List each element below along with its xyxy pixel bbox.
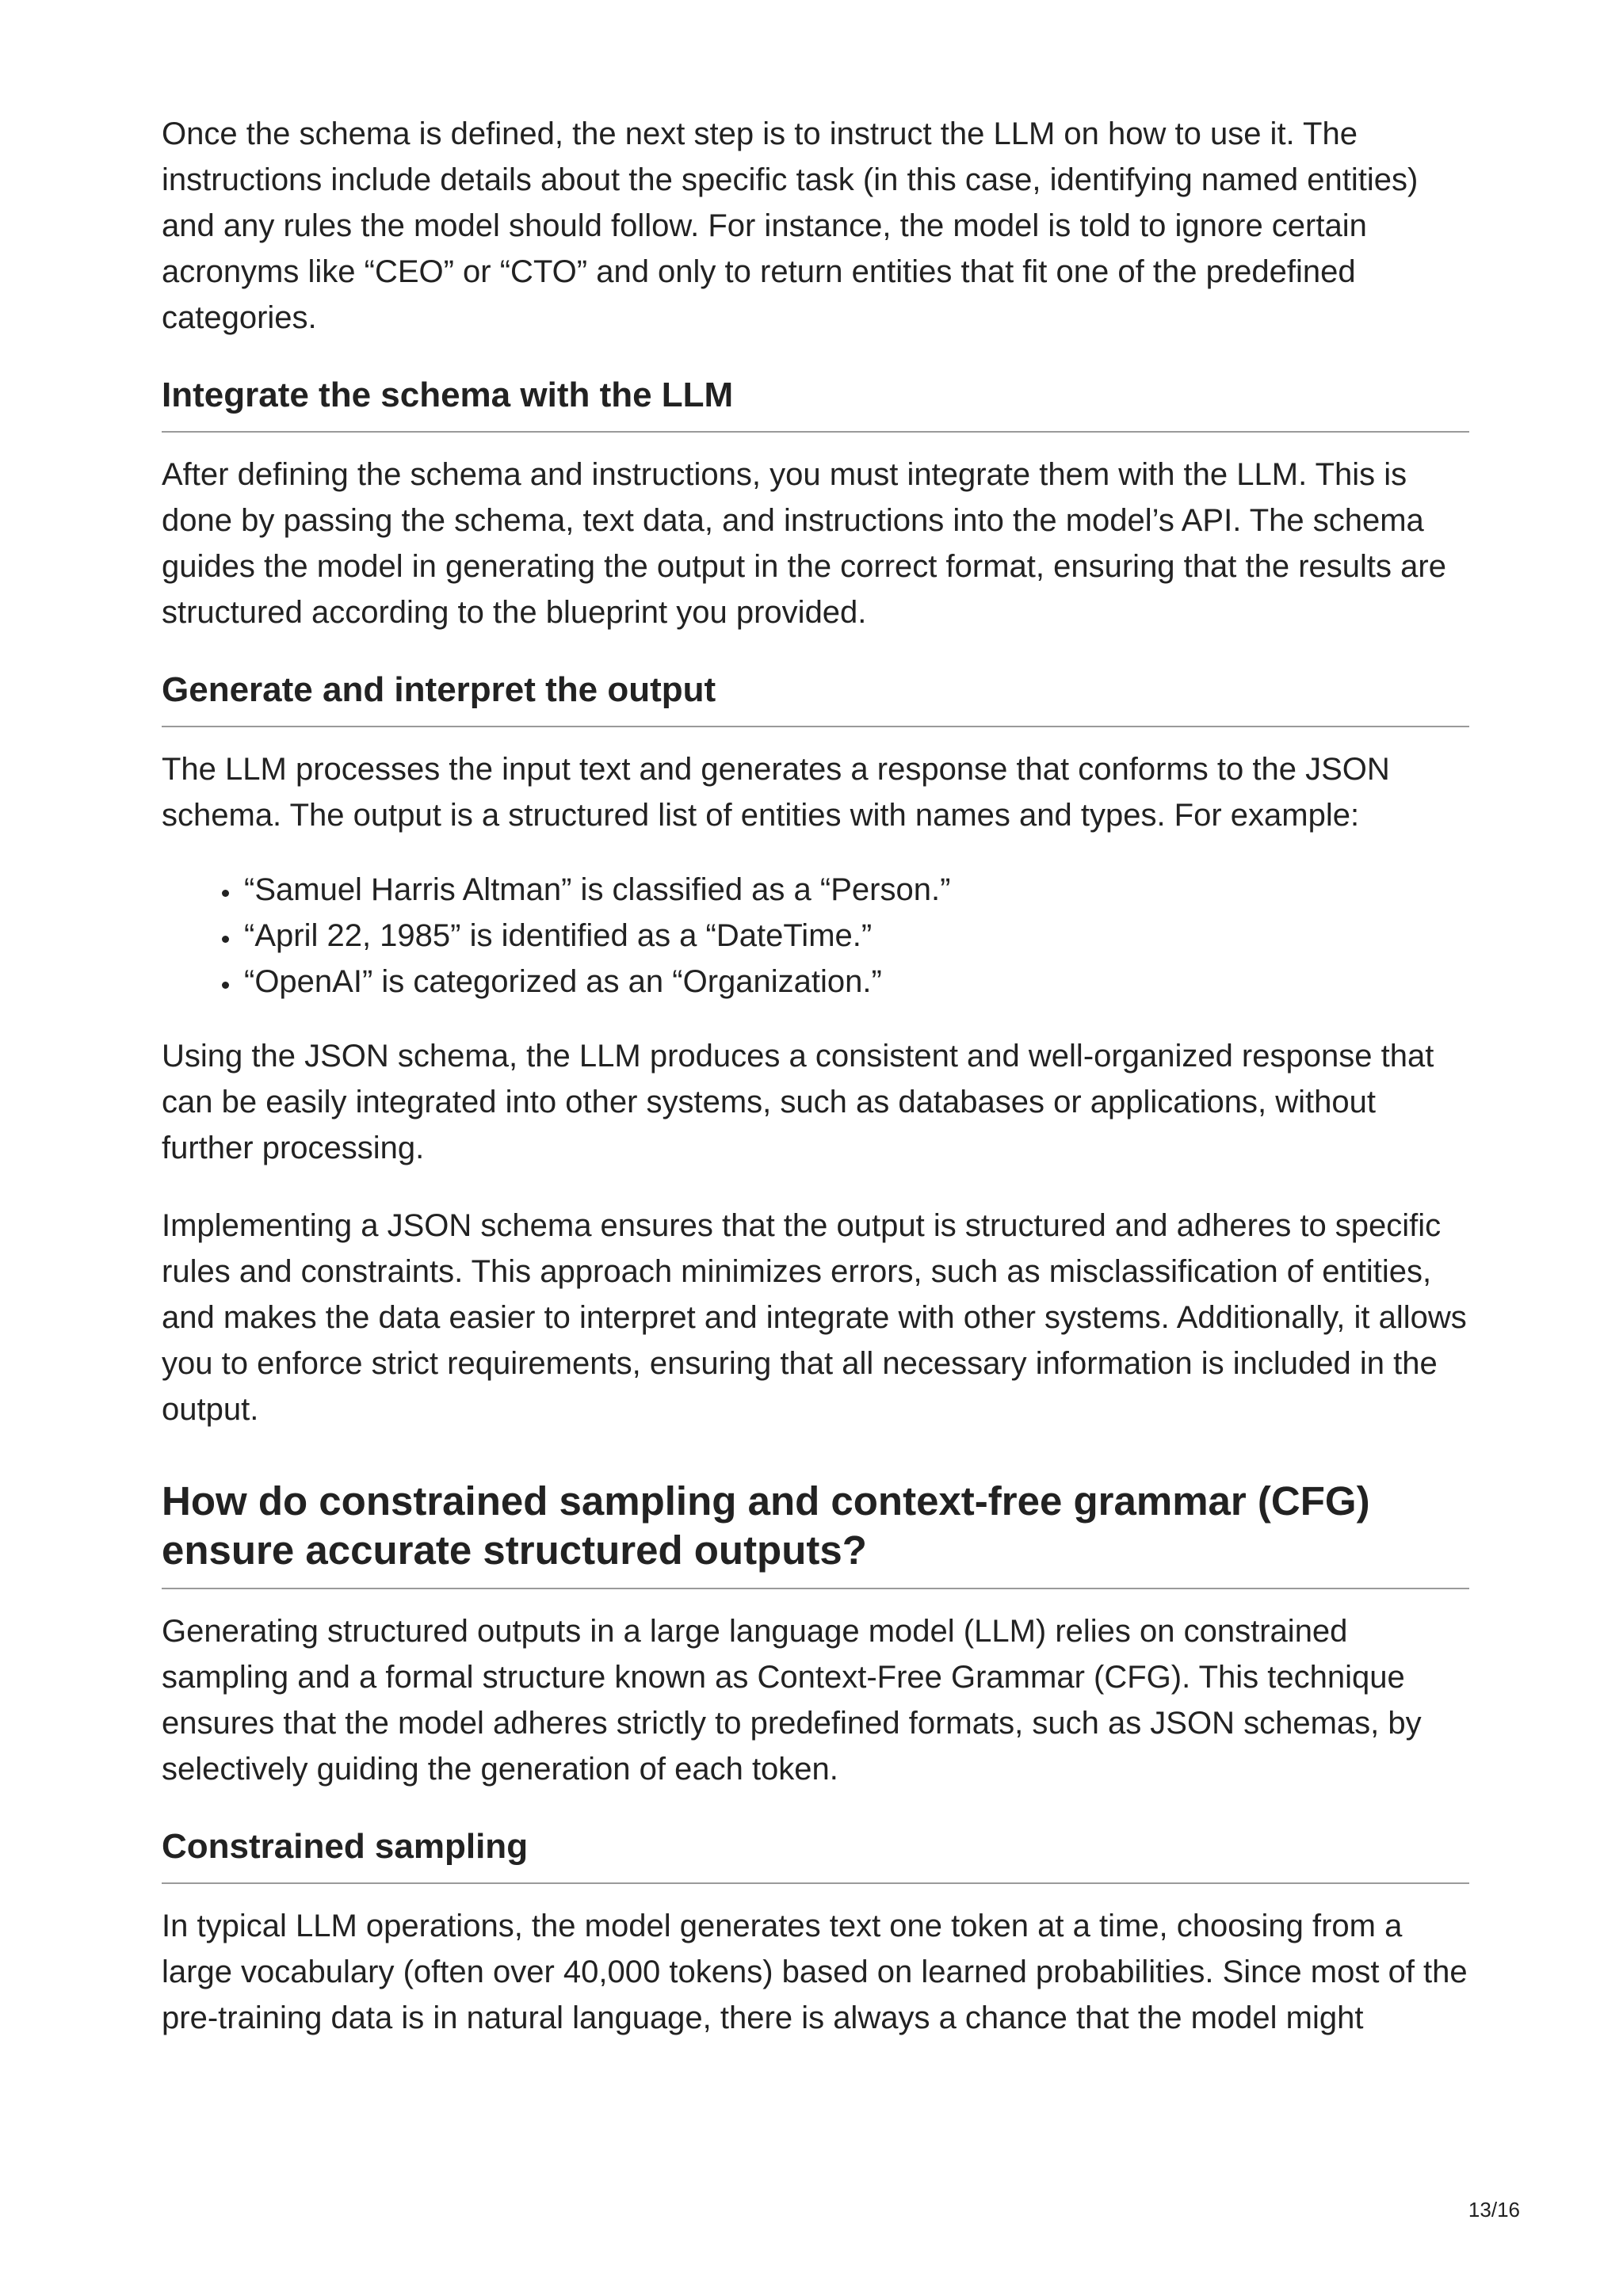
document-page — [162, 111, 1469, 2041]
heading-constrained-sampling: Constrained sampling — [162, 1824, 1469, 1884]
list-item: • “Samuel Harris Altman” is classified as a “Person.” — [241, 867, 1469, 913]
examples-list — [162, 867, 1469, 1005]
implementing-paragraph: Implementing a JSON schema ensures that the output is structured and adheres to specific rules and constraints. This approach minimizes errors, such as misclassification of entities, and makes the data easier to interpret and integrate with other systems. Additionally, it allows you to enforce strict requirements, ensuring that all necessary information is included in the output. — [162, 1208, 1467, 1427]
constrained-paragraph: In typical LLM operations, the model generates text one token at a time, choosing from a large vocabulary (often over 40,000 tokens) based on learned probabilities. Since most of the pre-training data is in natural language, there is always a chance that the model might — [162, 1909, 1468, 2035]
generate-paragraph: The LLM processes the input text and generates a response that conforms to the JSON schema. The output is a structured list of entities with names and types. For example: — [162, 752, 1390, 833]
list-item: • “OpenAI” is categorized as an “Organization.” — [241, 959, 1469, 1005]
using-paragraph: Using the JSON schema, the LLM produces a consistent and well-organized response that can be easily integrated into other systems, such as databases or applications, without further processing. — [162, 1039, 1434, 1165]
intro-paragraph: Once the schema is defined, the next step is to instruct the LLM on how to use it. The instructions include details about the specific task (in this case, identifying named entities) and any rules the model should follow. For instance, the model is told to ignore certain acronyms like “CEO” or “CTO” and only to return entities that fit one of the predefined categories. — [162, 116, 1419, 335]
cfg-paragraph: Generating structured outputs in a large language model (LLM) relies on constrained sampling and a formal structure known as Context-Free Grammar (CFG). This technique ensures that the model adheres strictly to predefined formats, such as JSON schemas, by selectively guiding the generation of each token. — [162, 1614, 1422, 1787]
heading-integrate-schema: Integrate the schema with the LLM — [162, 372, 1469, 433]
list-item: • “April 22, 1985” is identified as a “DateTime.” — [241, 913, 1469, 959]
page-number: 13/16 — [1468, 2198, 1520, 2222]
heading-generate-output: Generate and interpret the output — [162, 667, 1469, 727]
heading-constrained-sampling-cfg: How do constrained sampling and context-free grammar (CFG) ensure accurate structured outputs? — [162, 1477, 1469, 1589]
integrate-paragraph: After defining the schema and instructions, you must integrate them with the LLM. This is done by passing the schema, text data, and instructions into the model’s API. The schema guides the model in generating the output in the correct format, ensuring that the results are structured according to the blueprint you provided. — [162, 457, 1446, 630]
